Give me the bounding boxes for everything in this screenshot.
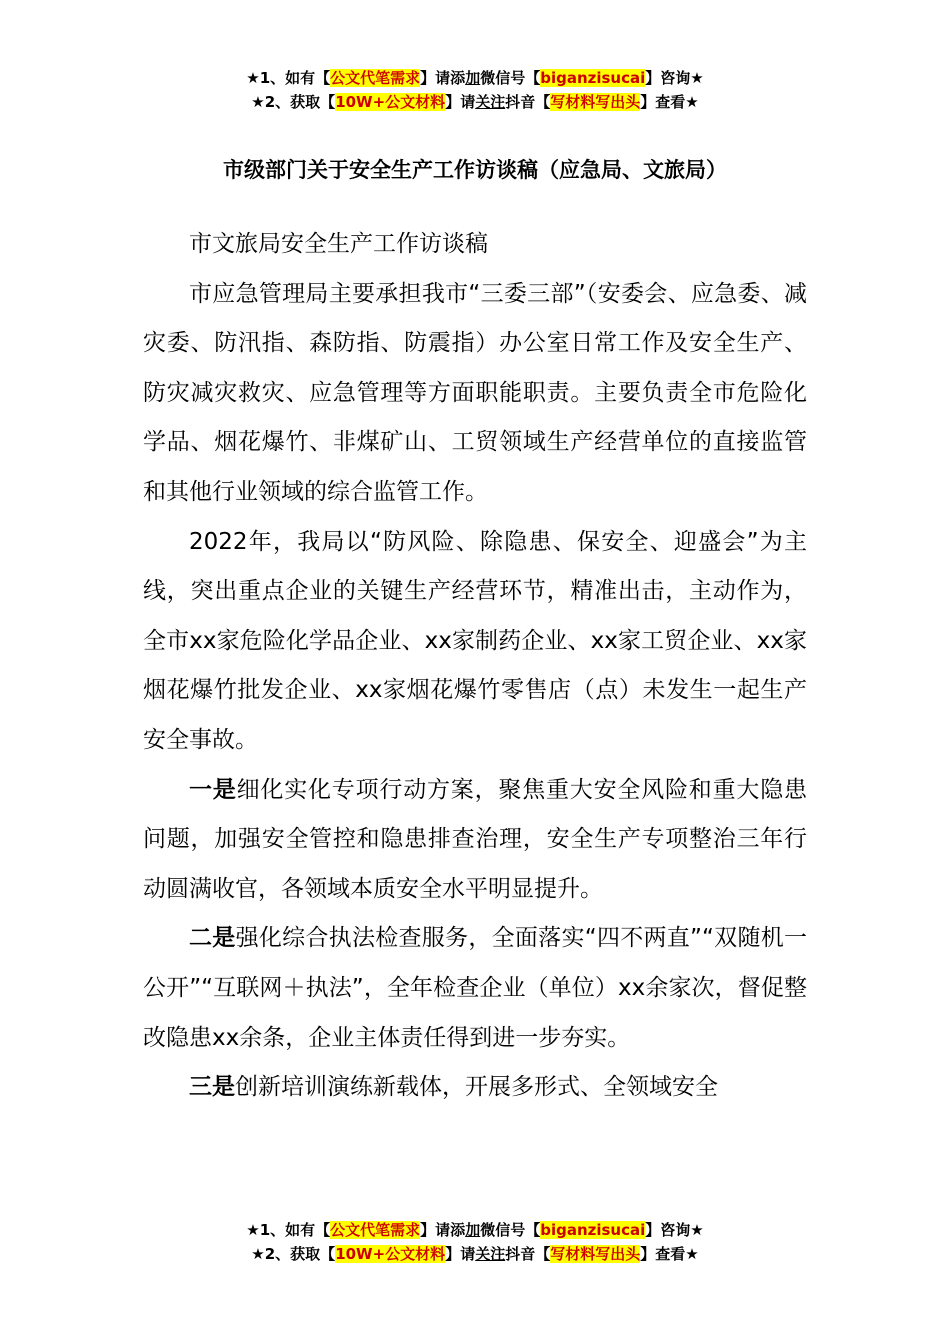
- footer-banner: [0, 1218, 950, 1266]
- paragraph-5-lead: 三是: [189, 1074, 235, 1101]
- paragraph-4-lead: 二是: [189, 925, 236, 952]
- paragraph-2: 2022年，我局以“防风险、除隐患、保安全、迎盛会”为主线，突出重点企业的关键生产经营环节，精准出击，主动作为，全市xx家危险化学品企业、xx家制药企业、xx家工贸企业、xx家烟花爆竹批发企业、xx家烟花爆竹零售店（点）未发生一起生产安全事故。: [143, 528, 807, 753]
- banner-line-2: ★2、获取【10W+公文材料】请关注抖音【写材料写出头】查看★: [251, 93, 699, 111]
- paragraph-5: 三是创新培训演练新载体，开展多形式、全领域安全: [189, 1074, 718, 1101]
- footer-line-1: ★1、如有【公文代笔需求】请添加微信号【biganzisucai】咨询★: [246, 1221, 704, 1239]
- paragraph-3-lead: 一是: [189, 776, 237, 803]
- footer-line-2: ★2、获取【10W+公文材料】请关注抖音【写材料写出头】查看★: [251, 1245, 699, 1263]
- banner-line-1: ★1、如有【公文代笔需求】请添加微信号【biganzisucai】咨询★: [246, 69, 704, 87]
- paragraph-subtitle: 市文旅局安全生产工作访谈稿: [189, 231, 488, 257]
- paragraph-3: 一是细化实化专项行动方案，聚焦重大安全风险和重大隐患问题，加强安全管控和隐患排查治理，安全生产专项整治三年行动圆满收官，各领域本质安全水平明显提升。: [143, 776, 808, 902]
- paragraph-4: 二是强化综合执法检查服务，全面落实“四不两直”“双随机一公开”“互联网＋执法”，全年检查企业（单位）xx余家次，督促整改隐患xx余条，企业主体责任得到进一步夯实。: [143, 925, 808, 1051]
- document-body: [143, 220, 807, 1113]
- header-banner: [0, 66, 950, 114]
- paragraph-1: 市应急管理局主要承担我市“三委三部”（安委会、应急委、减灾委、防汛指、森防指、防震指）办公室日常工作及安全生产、防灾减灾救灾、应急管理等方面职能职责。主要负责全市危险化学品、烟花爆竹、非煤矿山、工贸领域生产经营单位的直接监管和其他行业领域的综合监管工作。: [143, 280, 807, 505]
- document-title: 市级部门关于安全生产工作访谈稿（应急局、文旅局）: [223, 158, 727, 182]
